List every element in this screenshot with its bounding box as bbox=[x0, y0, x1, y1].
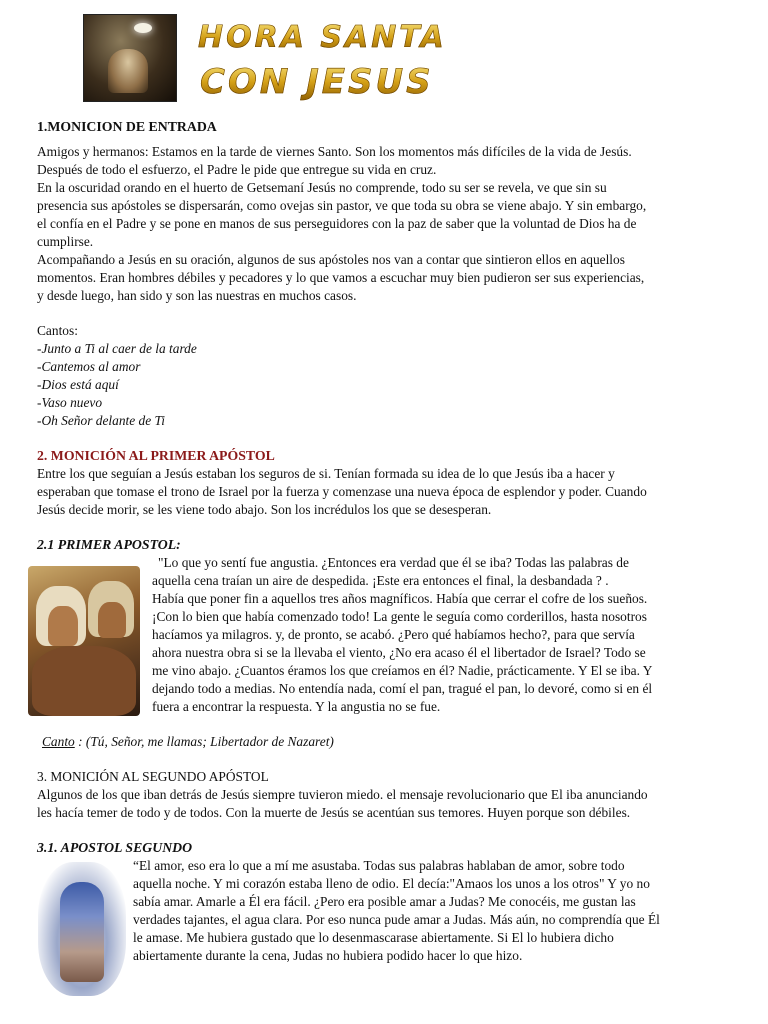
section1-heading: 1.MONICION DE ENTRADA bbox=[37, 119, 217, 134]
sec1-line: Acompañando a Jesús en su oración, algunos de sus apóstoles nos van a contar que sintieron ellos en aquellos bbox=[37, 252, 625, 267]
sec3-line: Algunos de los que iban detrás de Jesús siempre tuvieron miedo. el mensaje revolucionario que El iba anunciando bbox=[37, 787, 648, 802]
section2-heading: 2. MONICIÓN AL PRIMER APÓSTOL bbox=[37, 448, 275, 463]
sec1-line: En la oscuridad orando en el huerto de Getsemaní Jesús no comprende, todo su ser se revela, ve que sin su bbox=[37, 180, 607, 195]
apostle1-line: Había que poner fin a aquellos tres años magníficos. Había que cerrar el cofre de los sueños. bbox=[152, 591, 648, 606]
apostle2-line: abiertamente durante la cena, Judas no hubiera podido hacer lo que hizo. bbox=[133, 948, 523, 963]
apostle1-line: ¡Con lo bien que había comenzado todo! La gente le seguía como corderillos, hasta nosotros bbox=[152, 609, 647, 624]
apostle1-line: hacíamos ya milagros. y, de pronto, se acabó. ¿Pero qué habíamos hecho?, para que servía bbox=[152, 627, 635, 642]
apostle2-line: “El amor, eso era lo que a mí me asustaba. Todas sus palabras hablaban de amor, sobre todo bbox=[133, 858, 625, 873]
sec1-line: Después de todo el esfuerzo, el Padre le pide que entregue su vida en cruz. bbox=[37, 162, 437, 177]
title-line-1: HORA SANTA bbox=[198, 20, 447, 55]
sec1-line: el confía en el Padre y se pone en manos de sus perseguidores con la paz de saber que la voluntad de Dios ha de bbox=[37, 216, 637, 231]
canto-line bbox=[42, 733, 334, 751]
cantos-label: Cantos: bbox=[37, 323, 78, 338]
apostle1-line: ahora nuestra obra si se la llevaba el viento, ¿No era acaso él el libertador de Israel? Todo se bbox=[152, 645, 646, 660]
header-image-jesus-praying bbox=[83, 14, 177, 102]
sec2-line: Jesús decide morir, se les viene todo abajo. Son los incrédulos los que se desesperan. bbox=[37, 502, 492, 517]
apostle2-line: verdades tajantes, el agua clara. Por eso nunca pude amar a Judas. Más aún, no comprendía que Él bbox=[133, 912, 660, 927]
apostle1-heading: 2.1 PRIMER APOSTOL: bbox=[37, 537, 181, 552]
canto-item: -Dios está aquí bbox=[37, 377, 119, 392]
section3-heading: 3. MONICIÓN AL SEGUNDO APÓSTOL bbox=[37, 769, 269, 784]
apostle-figure-image bbox=[38, 862, 126, 996]
apostle1-line: dejando todo a medias. No entendía nada, comí el pan, tragué el pan, lo devoré, como si en él bbox=[152, 681, 653, 696]
title-line-2: CON JESUS bbox=[200, 62, 434, 102]
apostle1-line: "Lo que yo sentí fue angustia. ¿Entonces era verdad que él se iba? Todas las palabras de bbox=[158, 555, 629, 570]
praying-figure bbox=[108, 49, 148, 93]
dove-icon bbox=[134, 23, 152, 33]
robed-figure bbox=[60, 882, 104, 982]
sec1-line: Amigos y hermanos: Estamos en la tarde de viernes Santo. Son los momentos más difíciles de la vida de Jesús. bbox=[37, 144, 632, 159]
apostles-painting-image bbox=[28, 566, 140, 716]
apostle2-line: sabía amar. Amarle a Él era fácil. ¿Pero era posible amar a Judas? Me conocéis, me gustan las bbox=[133, 894, 636, 909]
sec1-line: y desde luego, han sido y son las nuestras en muchos casos. bbox=[37, 288, 357, 303]
canto-label: Canto bbox=[42, 734, 75, 749]
sec2-line: Entre los que seguían a Jesús estaban los seguros de si. Tenían formada su idea de lo que Jesús iba a hacer y bbox=[37, 466, 615, 481]
apostle2-line: le amase. Me hubiera gustado que lo desenmascarase abiertamente. Si El lo hubiera dicho bbox=[133, 930, 614, 945]
apostle2-line: aquella noche. Y mi corazón estaba lleno de odio. El decía:"Amaos los unos a los otros" Y yo no bbox=[133, 876, 650, 891]
canto-item: -Cantemos al amor bbox=[37, 359, 141, 374]
canto-item: -Junto a Ti al caer de la tarde bbox=[37, 341, 197, 356]
sec2-line: esperaban que tomase el trono de Israel por la fuerza y comenzase una nueva época de esplendor y poder. Cuando bbox=[37, 484, 647, 499]
canto-item: -Oh Señor delante de Ti bbox=[37, 413, 165, 428]
sec1-line: momentos. Eran hombres débiles y pecadores y lo que vamos a escuchar muy bien pudieron ser sus experiencias, bbox=[37, 270, 645, 285]
apostle2-heading: 3.1. APOSTOL SEGUNDO bbox=[37, 840, 193, 855]
canto-item: -Vaso nuevo bbox=[37, 395, 103, 410]
apostle1-line: me vino abajo. ¿Cuantos éramos los que creíamos en él? Nadie, prácticamente. Y El se iba. Y bbox=[152, 663, 653, 678]
apostle1-line: fuera a encontrar la respuesta. Y la angustia no se fue. bbox=[152, 699, 441, 714]
apostle1-line: aquella cena traían un aire de despedida. ¡Este era entonces el final, la desbandada ? . bbox=[152, 573, 609, 588]
sec1-line: cumplirse. bbox=[37, 234, 94, 249]
sec3-line: les hacía temer de todo y de todos. Con la muerte de Jesús se acentúan sus temores. Huyen porque son débiles. bbox=[37, 805, 631, 820]
sec1-line: presencia sus apóstoles se dispersarán, como ovejas sin pastor, ve que toda su obra se viene abajo. Y sin embargo, bbox=[37, 198, 647, 213]
canto-text: : (Tú, Señor, me llamas; Libertador de Nazaret) bbox=[74, 734, 334, 749]
